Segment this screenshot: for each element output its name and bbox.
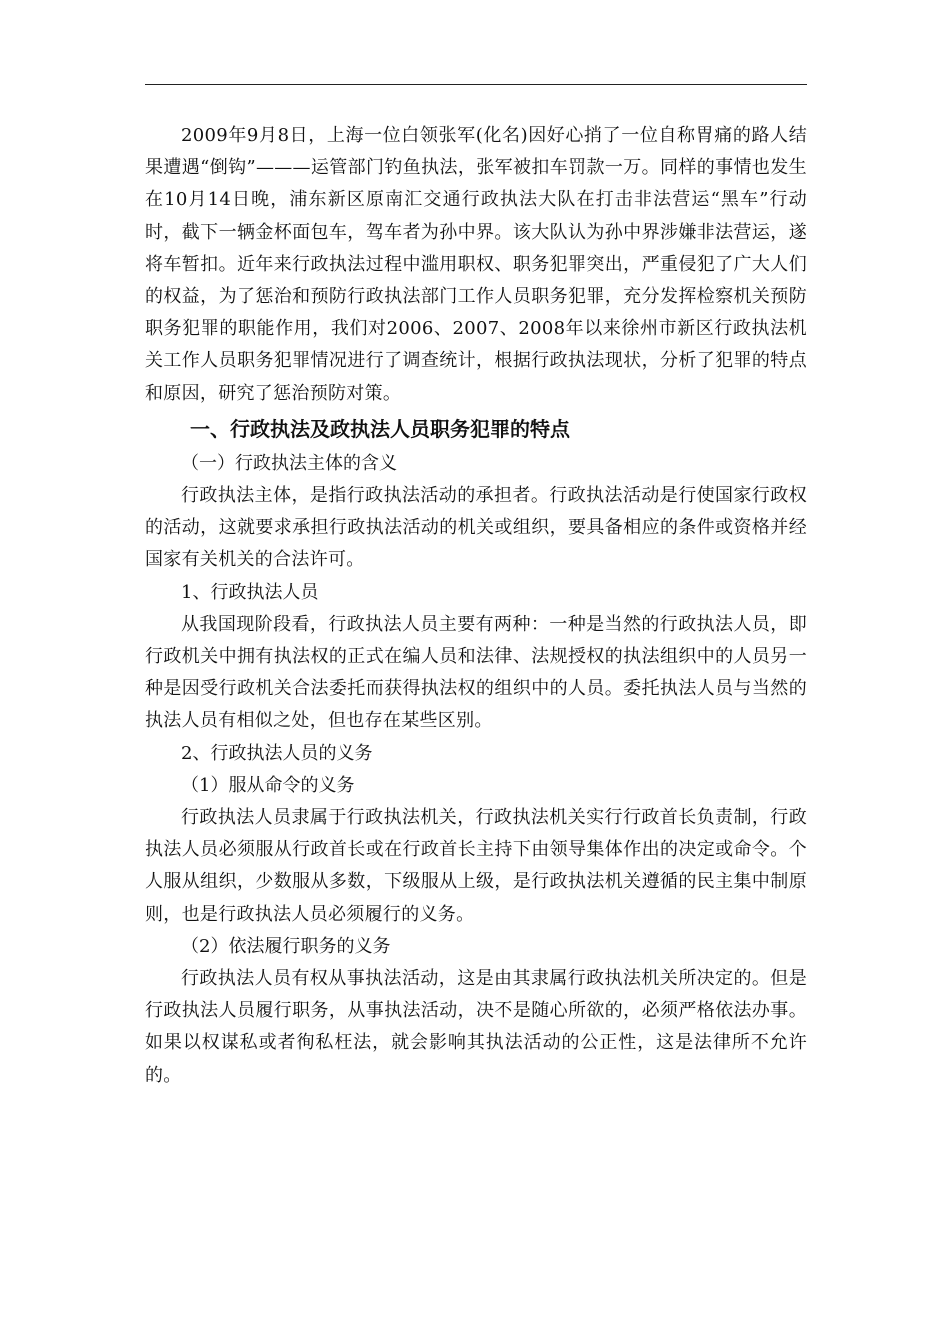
intro-paragraph: 2009年9月8日，上海一位白领张军(化名)因好心捎了一位自称胃痛的路人结果遭遇“倒钩”———运管部门钓鱼执法，张军被扣车罚款一万。同样的事情也发生在10月14日晚，浦东新区原南汇交通行政执法大队在打击非法营运“黑车”行动时，截下一辆金杯面包车，驾车者为孙中界。该大队认为孙中界涉嫌非法营运，遂将车暂扣。近年来行政执法过程中滥用职权、职务犯罪突出，严重侵犯了广大人们的权益，为了惩治和预防行政执法部门工作人员职务犯罪，充分发挥检察机关预防职务犯罪的职能作用，我们对2006、2007、2008年以来徐州市新区行政执法机关工作人员职务犯罪情况进行了调查统计，根据行政执法现状，分析了犯罪的特点和原因，研究了惩治预防对策。 bbox=[145, 125, 807, 404]
body-paragraph: 行政执法主体，是指行政执法活动的承担者。行政执法活动是行使国家行政权的活动，这就要求承担行政执法活动的机关或组织，要具备相应的条件或资格并经国家有关机关的合法许可。 bbox=[145, 485, 807, 571]
body-paragraph: 行政执法人员有权从事执法活动，这是由其隶属行政执法机关所决定的。但是行政执法人员履行职务，从事执法活动，决不是随心所欲的，必须严格依法办事。如果以权谋私或者徇私枉法，就会影响其执法活动的公正性，这是法律所不允许的。 bbox=[145, 968, 807, 1086]
body-paragraph: 从我国现阶段看，行政执法人员主要有两种：一种是当然的行政执法人员，即行政机关中拥有执法权的正式在编人员和法律、法规授权的执法组织中的人员另一种是因受行政机关合法委托而获得执法权的组织中的人员。委托执法人员与当然的执法人员有相似之处，但也存在某些区别。 bbox=[145, 613, 807, 732]
item-heading: 1、行政执法人员 bbox=[181, 581, 319, 603]
subsection-heading: （一）行政执法主体的含义 bbox=[181, 452, 397, 474]
sub-item-heading: （1）服从命令的义务 bbox=[181, 774, 355, 796]
item-heading: 2、行政执法人员的义务 bbox=[181, 742, 373, 764]
sub-item-heading: （2）依法履行职务的义务 bbox=[181, 935, 391, 957]
section-heading: 一、行政执法及政执法人员职务犯罪的特点 bbox=[190, 416, 570, 441]
header-rule bbox=[145, 84, 807, 85]
body-paragraph: 行政执法人员隶属于行政执法机关，行政执法机关实行行政首长负责制，行政执法人员必须服从行政首长或在行政首长主持下由领导集体作出的决定或命令。个人服从组织，少数服从多数，下级服从上级，是行政执法机关遵循的民主集中制原则，也是行政执法人员必须履行的义务。 bbox=[145, 807, 807, 925]
document-body bbox=[145, 120, 807, 1092]
